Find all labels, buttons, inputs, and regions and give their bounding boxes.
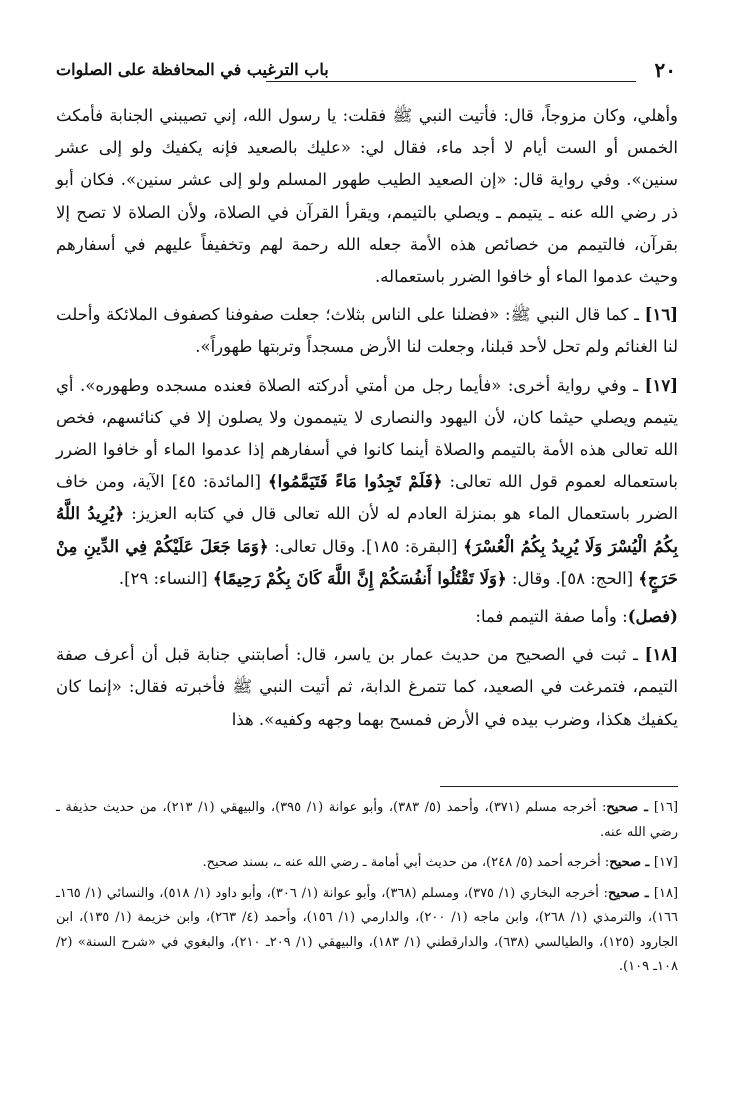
running-title: باب الترغيب في المحافظة على الصلوات bbox=[56, 60, 329, 79]
section-label: (فصل) bbox=[627, 607, 678, 627]
footnote-16 bbox=[56, 796, 678, 845]
section-fasl bbox=[56, 601, 678, 633]
hadith-text: [الحج: ٥٨]. وقال: bbox=[506, 568, 639, 588]
hadith-16 bbox=[56, 299, 678, 363]
page-header bbox=[56, 58, 676, 88]
hadith-number: [١٦] bbox=[644, 305, 678, 325]
hadith-number: [١٧] bbox=[644, 375, 678, 395]
hadith-text: [البقرة: ١٨٥]. وقال تعالى: bbox=[268, 536, 464, 556]
footnote-divider bbox=[440, 786, 678, 787]
main-text bbox=[56, 100, 678, 742]
hadith-text: ـ ثبت في الصحيح من حديث عمار بن ياسر، قال: أصابتني جنابة قبل أن أعرف صفة التيمم، فتمرغت في الصعيد، كما تتمرغ الدابة، ثم أتيت النبي ﷺ فأخبرته فقال: «إنما كان يكفيك هكذا، وضرب بيده في الأرض فمسح بهما وجهه وكفيه». هذا bbox=[56, 645, 678, 729]
hadith-text: [النساء: ٢٩]. bbox=[118, 568, 213, 588]
hadith-18 bbox=[56, 639, 678, 736]
hadith-text: ـ وفي رواية أخرى: «فأيما رجل من أمتي أدركته الصلاة فعنده مسجده وطهوره». أي يتيمم ويصلي حيثما كان، لأن اليهود والنصارى لا يتيممون ولا يصلون إلا في كنائسهم، فخص الله تعالى هذه الأمة بالتيمم والصلاة أينما كانوا في أسفارهم إذا عدموا الماء أو خافوا الضرر باستعماله لعموم قول الله تعالى: bbox=[56, 375, 679, 492]
hadith-text: ـ كما قال النبي ﷺ: «فضلنا على الناس بثلاث؛ جعلت صفوفنا كصفوف الملائكة وأحلت لنا الغنائم ولم تحل لأحد قبلنا، وجعلت لنا الأرض مسجداً وتربتها طهوراً». bbox=[56, 305, 678, 357]
hadith-text: [المائدة: ٤٥] الآية، ومن خاف الضرر باستعمال الماء هو بمنزلة العادم له لأن الله تعالى قال في كتابه العزيز: bbox=[56, 472, 678, 524]
quran-verse: ﴿وَلَا تَقْتُلُوا أَنفُسَكُمْ إِنَّ اللَّهَ كَانَ بِكُمْ رَحِيمًا﴾ bbox=[212, 568, 507, 588]
quran-verse: ﴿فَلَمْ تَجِدُوا مَاءً فَتَيَمَّمُوا﴾ bbox=[267, 472, 443, 492]
footnotes bbox=[56, 796, 678, 986]
footnote-grade: ـ صحيح bbox=[608, 885, 654, 901]
quran-verse: ﴿يُرِيدُ اللَّهُ بِكُمُ الْيُسْرَ وَلَا يُرِيدُ بِكُمُ الْعُسْرَ﴾ bbox=[56, 504, 678, 556]
footnote-17 bbox=[56, 851, 678, 876]
footnote-grade: ـ صحيح bbox=[606, 800, 654, 815]
footnote-18 bbox=[56, 882, 678, 980]
page-number: ٢٠ bbox=[654, 58, 676, 82]
footnote-number: [١٨] bbox=[653, 885, 679, 901]
footnote-grade: ـ صحيح bbox=[609, 855, 654, 870]
footnote-text: : أخرجه البخاري (١/ ٣٧٥)، ومسلم (٣٦٨)، وأبو عوانة (١/ ٣٠٦)، وأبو داود (١/ ٥١٨)، والنسائي (١/ ١٦٥ـ ١٦٦)، والترمذي (١/ ٢٦٨)، وابن ماجه (١/ ٢٠٠)، والدارمي (١/ ١٥٦)، وأحمد (٤/ ٢٦٣)، وابن خزيمة (١/ ١٣٥)، ابن الجارود (١٢٥)، والطيالسي (٦٣٨)، والدارقطني (١/ ١٨٣)، والبيهقي (١/ ٢٠٩ـ ٢١٠)، والبغوي في «شرح السنة» (٢/ ١٠٨ـ ١٠٩). bbox=[56, 885, 679, 974]
footnote-number: [١٦] bbox=[653, 800, 679, 815]
footnote-number: [١٧] bbox=[653, 855, 678, 870]
hadith-number: [١٨] bbox=[644, 645, 678, 665]
hadith-17 bbox=[56, 370, 678, 595]
footnote-text: : أخرجه مسلم (٣٧١)، وأحمد (٥/ ٣٨٣)، وأبو عوانة (١/ ٣٩٥)، والبيهقي (١/ ٢١٣)، من حديث حذيفة ـ رضي الله عنه. bbox=[56, 800, 678, 840]
footnote-text: : أخرجه أحمد (٥/ ٢٤٨)، من حديث أبي أمامة ـ رضي الله عنه ـ، بسند صحيح. bbox=[202, 855, 610, 870]
quran-verse: ﴿وَمَا جَعَلَ عَلَيْكُمْ فِي الدِّينِ مِنْ حَرَجٍ﴾ bbox=[56, 536, 678, 588]
section-text: : وأما صفة التيمم فما: bbox=[475, 607, 628, 627]
header-rule bbox=[266, 81, 636, 82]
paragraph-intro: وأهلي، وكان مزوجاً، قال: فأتيت النبي ﷺ فقلت: يا رسول الله، إني تصيبني الجنابة فأمكث الخمس أو الست أيام لا أجد ماء، فقال لي: «عليك بالصعيد فإنه يكفيك ولو إلى عشر سنين». وفي رواية قال: «إن الصعيد الطيب طهور المسلم ولو إلى عشر سنين». فكان أبو ذر رضي الله عنه ـ يتيمم ـ ويصلي بالتيمم، ويقرأ القرآن في الصلاة، ولأن الصلاة لا تصح إلا بقرآن، فالتيمم من خصائص هذه الأمة جعله الله رحمة لهم وتخفيفاً عليهم في أسفارهم وحيث عدموا الماء أو خافوا الضرر باستعماله. bbox=[56, 106, 678, 287]
